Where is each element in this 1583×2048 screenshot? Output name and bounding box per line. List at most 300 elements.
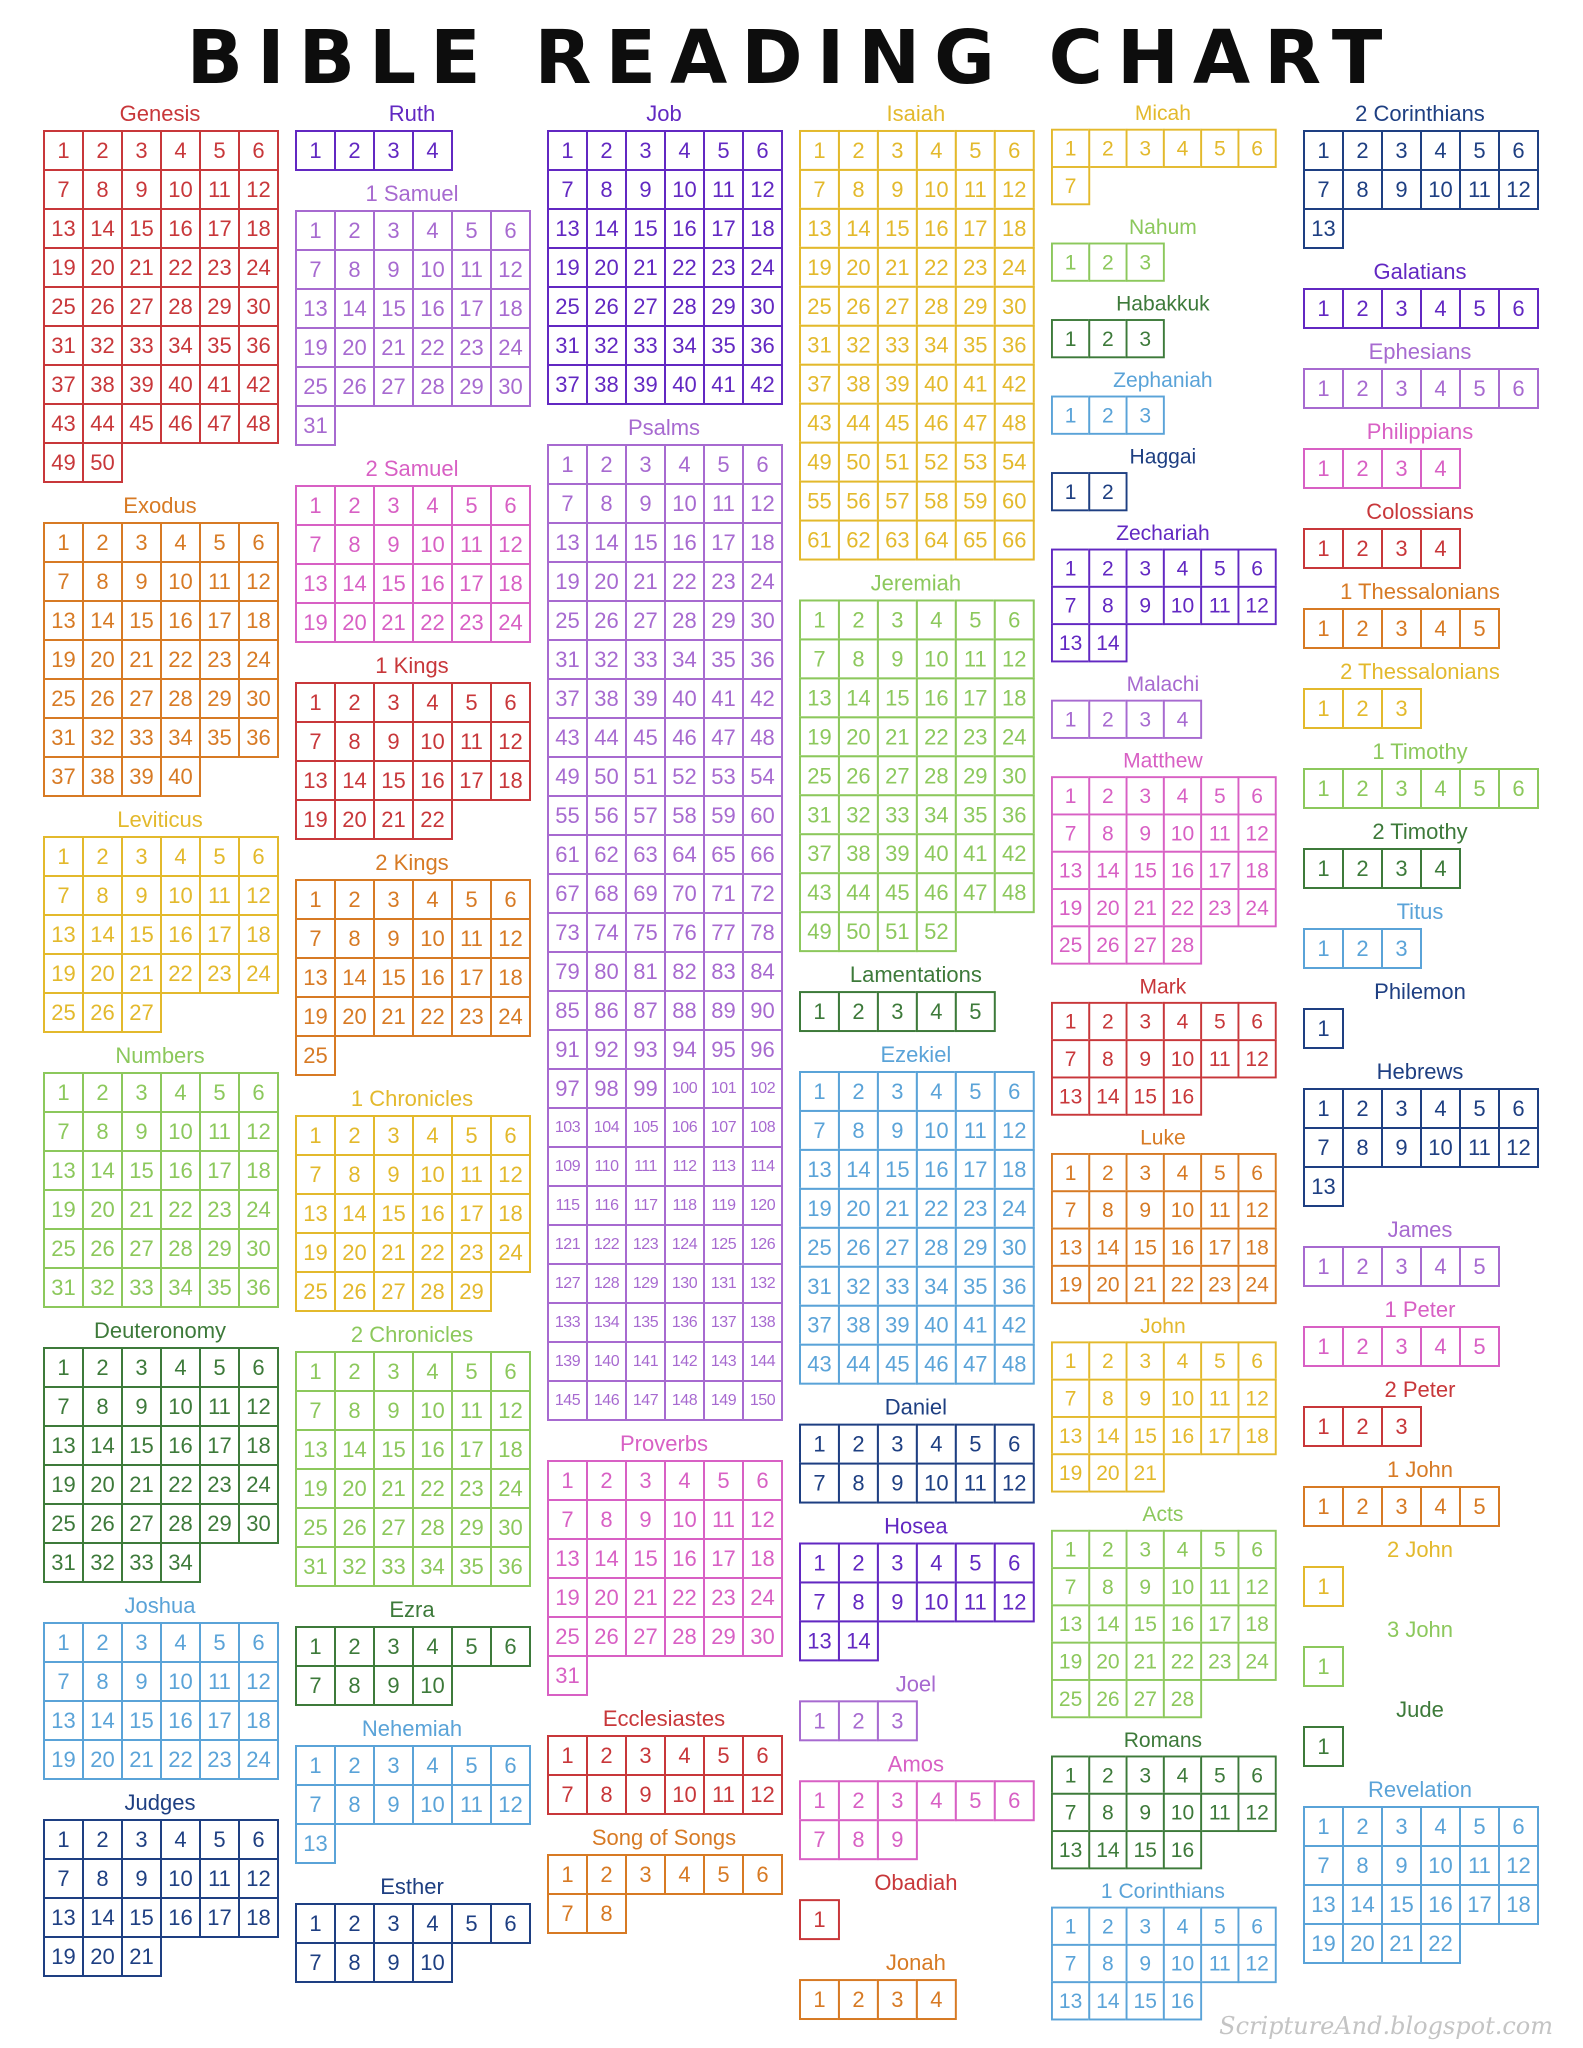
chapter-checkbox[interactable]: 28 xyxy=(664,600,705,641)
chapter-checkbox[interactable]: 48 xyxy=(742,717,783,758)
chapter-checkbox[interactable]: 30 xyxy=(238,286,279,327)
chapter-checkbox[interactable]: 17 xyxy=(199,1150,240,1191)
chapter-checkbox[interactable]: 24 xyxy=(238,1464,279,1505)
chapter-checkbox[interactable]: 5 xyxy=(451,682,492,723)
chapter-checkbox[interactable]: 9 xyxy=(121,1111,162,1152)
chapter-checkbox[interactable]: 11 xyxy=(955,1110,996,1151)
chapter-checkbox[interactable]: 28 xyxy=(412,1271,453,1312)
chapter-checkbox[interactable]: 29 xyxy=(955,1227,996,1268)
chapter-checkbox[interactable]: 60 xyxy=(994,481,1035,522)
chapter-checkbox[interactable]: 32 xyxy=(82,1267,123,1308)
chapter-checkbox[interactable]: 3 xyxy=(1126,129,1165,168)
chapter-checkbox[interactable]: 11 xyxy=(1200,813,1239,852)
chapter-checkbox[interactable]: 7 xyxy=(1051,1190,1090,1229)
chapter-checkbox[interactable]: 3 xyxy=(625,130,666,171)
chapter-checkbox[interactable]: 18 xyxy=(742,1538,783,1579)
chapter-checkbox[interactable]: 3 xyxy=(1126,776,1165,815)
chapter-checkbox[interactable]: 18 xyxy=(1237,1228,1276,1267)
chapter-checkbox[interactable]: 8 xyxy=(1088,586,1127,625)
chapter-checkbox[interactable]: 1 xyxy=(1051,129,1090,168)
chapter-checkbox[interactable]: 2 xyxy=(838,1700,879,1741)
chapter-checkbox[interactable]: 4 xyxy=(1420,1088,1461,1129)
chapter-checkbox[interactable]: 10 xyxy=(664,1774,705,1815)
chapter-checkbox[interactable]: 14 xyxy=(586,1538,627,1579)
chapter-checkbox[interactable]: 10 xyxy=(664,169,705,210)
chapter-checkbox[interactable]: 9 xyxy=(877,1581,918,1622)
chapter-checkbox[interactable]: 16 xyxy=(160,914,201,955)
chapter-checkbox[interactable]: 10 xyxy=(916,169,957,210)
chapter-checkbox[interactable]: 7 xyxy=(295,1665,336,1706)
chapter-checkbox[interactable]: 1 xyxy=(1303,130,1344,171)
chapter-checkbox[interactable]: 12 xyxy=(1237,1379,1276,1418)
chapter-checkbox[interactable]: 47 xyxy=(199,403,240,444)
chapter-checkbox[interactable]: 19 xyxy=(1051,1265,1090,1304)
chapter-checkbox[interactable]: 20 xyxy=(82,1936,123,1977)
chapter-checkbox[interactable]: 1 xyxy=(799,1700,840,1741)
chapter-checkbox[interactable]: 12 xyxy=(490,721,531,762)
chapter-checkbox[interactable]: 5 xyxy=(199,522,240,563)
chapter-checkbox[interactable]: 16 xyxy=(664,1538,705,1579)
chapter-checkbox[interactable]: 12 xyxy=(238,875,279,916)
chapter-checkbox[interactable]: 3 xyxy=(373,1351,414,1392)
chapter-checkbox[interactable]: 47 xyxy=(955,403,996,444)
chapter-checkbox[interactable]: 26 xyxy=(586,1616,627,1657)
chapter-checkbox[interactable]: 20 xyxy=(1088,1453,1127,1492)
chapter-checkbox[interactable]: 17 xyxy=(199,1700,240,1741)
chapter-checkbox[interactable]: 19 xyxy=(43,1739,84,1780)
chapter-checkbox[interactable]: 35 xyxy=(451,1546,492,1587)
chapter-checkbox[interactable]: 49 xyxy=(547,756,588,797)
chapter-checkbox[interactable]: 17 xyxy=(1459,1884,1500,1925)
chapter-checkbox[interactable]: 3 xyxy=(121,1819,162,1860)
chapter-checkbox[interactable]: 19 xyxy=(1303,1923,1344,1964)
chapter-checkbox[interactable]: 7 xyxy=(799,1581,840,1622)
chapter-checkbox[interactable]: 5 xyxy=(1459,1806,1500,1847)
chapter-checkbox[interactable]: 8 xyxy=(1342,1127,1383,1168)
chapter-checkbox[interactable]: 14 xyxy=(1088,851,1127,890)
chapter-checkbox[interactable]: 6 xyxy=(1237,1756,1276,1795)
chapter-checkbox[interactable]: 32 xyxy=(586,639,627,680)
chapter-checkbox[interactable]: 12 xyxy=(238,1386,279,1427)
chapter-checkbox[interactable]: 16 xyxy=(412,288,453,329)
chapter-checkbox[interactable]: 7 xyxy=(43,1111,84,1152)
chapter-checkbox[interactable]: 14 xyxy=(1088,1416,1127,1455)
chapter-checkbox[interactable]: 18 xyxy=(1237,851,1276,890)
chapter-checkbox[interactable]: 24 xyxy=(994,716,1035,757)
chapter-checkbox[interactable]: 1 xyxy=(43,1072,84,1113)
chapter-checkbox[interactable]: 1 xyxy=(799,1899,840,1940)
chapter-checkbox[interactable]: 147 xyxy=(625,1380,666,1421)
chapter-checkbox[interactable]: 37 xyxy=(547,678,588,719)
chapter-checkbox[interactable]: 107 xyxy=(703,1107,744,1148)
chapter-checkbox[interactable]: 13 xyxy=(43,208,84,249)
chapter-checkbox[interactable]: 1 xyxy=(1303,368,1344,409)
chapter-checkbox[interactable]: 10 xyxy=(160,561,201,602)
chapter-checkbox[interactable]: 33 xyxy=(121,717,162,758)
chapter-checkbox[interactable]: 19 xyxy=(43,1189,84,1230)
chapter-checkbox[interactable]: 3 xyxy=(1381,1326,1422,1367)
chapter-checkbox[interactable]: 18 xyxy=(238,1700,279,1741)
chapter-checkbox[interactable]: 4 xyxy=(1420,608,1461,649)
chapter-checkbox[interactable]: 11 xyxy=(451,721,492,762)
chapter-checkbox[interactable]: 67 xyxy=(547,873,588,914)
chapter-checkbox[interactable]: 4 xyxy=(664,130,705,171)
chapter-checkbox[interactable]: 11 xyxy=(1200,1379,1239,1418)
chapter-checkbox[interactable]: 15 xyxy=(121,1150,162,1191)
chapter-checkbox[interactable]: 29 xyxy=(199,1503,240,1544)
chapter-checkbox[interactable]: 26 xyxy=(334,1507,375,1548)
chapter-checkbox[interactable]: 41 xyxy=(955,833,996,874)
chapter-checkbox[interactable]: 6 xyxy=(1498,768,1539,809)
chapter-checkbox[interactable]: 4 xyxy=(1420,848,1461,889)
chapter-checkbox[interactable]: 3 xyxy=(1126,243,1165,282)
chapter-checkbox[interactable]: 13 xyxy=(1051,1604,1090,1643)
chapter-checkbox[interactable]: 48 xyxy=(994,872,1035,913)
chapter-checkbox[interactable]: 45 xyxy=(625,717,666,758)
chapter-checkbox[interactable]: 22 xyxy=(412,327,453,368)
chapter-checkbox[interactable]: 2 xyxy=(334,210,375,251)
chapter-checkbox[interactable]: 19 xyxy=(43,953,84,994)
chapter-checkbox[interactable]: 6 xyxy=(994,130,1035,171)
chapter-checkbox[interactable]: 3 xyxy=(1126,1530,1165,1569)
chapter-checkbox[interactable]: 5 xyxy=(451,1626,492,1667)
chapter-checkbox[interactable]: 19 xyxy=(43,247,84,288)
chapter-checkbox[interactable]: 1 xyxy=(1051,319,1090,358)
chapter-checkbox[interactable]: 9 xyxy=(373,721,414,762)
chapter-checkbox[interactable]: 8 xyxy=(838,638,879,679)
chapter-checkbox[interactable]: 18 xyxy=(742,208,783,249)
chapter-checkbox[interactable]: 1 xyxy=(1303,1806,1344,1847)
chapter-checkbox[interactable]: 43 xyxy=(43,403,84,444)
chapter-checkbox[interactable]: 3 xyxy=(373,130,414,171)
chapter-checkbox[interactable]: 86 xyxy=(586,990,627,1031)
chapter-checkbox[interactable]: 22 xyxy=(412,1468,453,1509)
chapter-checkbox[interactable]: 58 xyxy=(916,481,957,522)
chapter-checkbox[interactable]: 1 xyxy=(295,1351,336,1392)
chapter-checkbox[interactable]: 27 xyxy=(877,1227,918,1268)
chapter-checkbox[interactable]: 16 xyxy=(916,677,957,718)
chapter-checkbox[interactable]: 17 xyxy=(199,600,240,641)
chapter-checkbox[interactable]: 10 xyxy=(160,1386,201,1427)
chapter-checkbox[interactable]: 17 xyxy=(451,1429,492,1470)
chapter-checkbox[interactable]: 57 xyxy=(625,795,666,836)
chapter-checkbox[interactable]: 3 xyxy=(1126,396,1165,435)
chapter-checkbox[interactable]: 6 xyxy=(1237,1153,1276,1192)
chapter-checkbox[interactable]: 1 xyxy=(547,1460,588,1501)
chapter-checkbox[interactable]: 11 xyxy=(703,1774,744,1815)
chapter-checkbox[interactable]: 2 xyxy=(334,682,375,723)
chapter-checkbox[interactable]: 18 xyxy=(238,1425,279,1466)
chapter-checkbox[interactable]: 10 xyxy=(916,1110,957,1151)
chapter-checkbox[interactable]: 18 xyxy=(490,1429,531,1470)
chapter-checkbox[interactable]: 2 xyxy=(1342,688,1383,729)
chapter-checkbox[interactable]: 14 xyxy=(838,1149,879,1190)
chapter-checkbox[interactable]: 2 xyxy=(1342,288,1383,329)
chapter-checkbox[interactable]: 14 xyxy=(1088,1076,1127,1115)
chapter-checkbox[interactable]: 24 xyxy=(742,561,783,602)
chapter-checkbox[interactable]: 17 xyxy=(703,1538,744,1579)
chapter-checkbox[interactable]: 27 xyxy=(121,1503,162,1544)
chapter-checkbox[interactable]: 32 xyxy=(586,325,627,366)
chapter-checkbox[interactable]: 5 xyxy=(955,1780,996,1821)
chapter-checkbox[interactable]: 30 xyxy=(742,286,783,327)
chapter-checkbox[interactable]: 12 xyxy=(742,169,783,210)
chapter-checkbox[interactable]: 21 xyxy=(121,639,162,680)
chapter-checkbox[interactable]: 10 xyxy=(1163,1567,1202,1606)
chapter-checkbox[interactable]: 1 xyxy=(1051,1530,1090,1569)
chapter-checkbox[interactable]: 9 xyxy=(373,1390,414,1431)
chapter-checkbox[interactable]: 3 xyxy=(877,599,918,640)
chapter-checkbox[interactable]: 16 xyxy=(1163,1416,1202,1455)
chapter-checkbox[interactable]: 10 xyxy=(412,1942,453,1983)
chapter-checkbox[interactable]: 31 xyxy=(43,717,84,758)
chapter-checkbox[interactable]: 18 xyxy=(994,1149,1035,1190)
chapter-checkbox[interactable]: 6 xyxy=(238,1072,279,1113)
chapter-checkbox[interactable]: 11 xyxy=(1200,1944,1239,1983)
chapter-checkbox[interactable]: 4 xyxy=(412,1745,453,1786)
chapter-checkbox[interactable]: 6 xyxy=(1498,288,1539,329)
chapter-checkbox[interactable]: 14 xyxy=(334,563,375,604)
chapter-checkbox[interactable]: 1 xyxy=(799,991,840,1032)
chapter-checkbox[interactable]: 1 xyxy=(1051,396,1090,435)
chapter-checkbox[interactable]: 4 xyxy=(1420,1326,1461,1367)
chapter-checkbox[interactable]: 52 xyxy=(664,756,705,797)
chapter-checkbox[interactable]: 4 xyxy=(664,1460,705,1501)
chapter-checkbox[interactable]: 32 xyxy=(82,325,123,366)
chapter-checkbox[interactable]: 2 xyxy=(1088,1002,1127,1041)
chapter-checkbox[interactable]: 12 xyxy=(490,918,531,959)
chapter-checkbox[interactable]: 3 xyxy=(1381,1088,1422,1129)
chapter-checkbox[interactable]: 4 xyxy=(412,1903,453,1944)
chapter-checkbox[interactable]: 1 xyxy=(799,1780,840,1821)
chapter-checkbox[interactable]: 8 xyxy=(82,1111,123,1152)
chapter-checkbox[interactable]: 136 xyxy=(664,1302,705,1343)
chapter-checkbox[interactable]: 21 xyxy=(625,247,666,288)
chapter-checkbox[interactable]: 2 xyxy=(82,1622,123,1663)
chapter-checkbox[interactable]: 1 xyxy=(295,879,336,920)
chapter-checkbox[interactable]: 50 xyxy=(82,442,123,483)
chapter-checkbox[interactable]: 6 xyxy=(1237,1002,1276,1041)
chapter-checkbox[interactable]: 21 xyxy=(1126,1265,1165,1304)
chapter-checkbox[interactable]: 1 xyxy=(295,1115,336,1156)
chapter-checkbox[interactable]: 8 xyxy=(82,561,123,602)
chapter-checkbox[interactable]: 4 xyxy=(160,1819,201,1860)
chapter-checkbox[interactable]: 26 xyxy=(334,366,375,407)
chapter-checkbox[interactable]: 8 xyxy=(1088,1379,1127,1418)
chapter-checkbox[interactable]: 18 xyxy=(238,208,279,249)
chapter-checkbox[interactable]: 4 xyxy=(160,1347,201,1388)
chapter-checkbox[interactable]: 63 xyxy=(625,834,666,875)
chapter-checkbox[interactable]: 5 xyxy=(451,210,492,251)
chapter-checkbox[interactable]: 62 xyxy=(586,834,627,875)
chapter-checkbox[interactable]: 35 xyxy=(703,325,744,366)
chapter-checkbox[interactable]: 9 xyxy=(1381,1845,1422,1886)
chapter-checkbox[interactable]: 19 xyxy=(799,247,840,288)
chapter-checkbox[interactable]: 22 xyxy=(916,716,957,757)
chapter-checkbox[interactable]: 37 xyxy=(547,364,588,405)
chapter-checkbox[interactable]: 50 xyxy=(586,756,627,797)
chapter-checkbox[interactable]: 5 xyxy=(955,130,996,171)
chapter-checkbox[interactable]: 1 xyxy=(1303,928,1344,969)
chapter-checkbox[interactable]: 1 xyxy=(1303,688,1344,729)
chapter-checkbox[interactable]: 10 xyxy=(664,483,705,524)
chapter-checkbox[interactable]: 19 xyxy=(1051,1453,1090,1492)
chapter-checkbox[interactable]: 127 xyxy=(547,1263,588,1304)
chapter-checkbox[interactable]: 41 xyxy=(955,364,996,405)
chapter-checkbox[interactable]: 120 xyxy=(742,1185,783,1226)
chapter-checkbox[interactable]: 36 xyxy=(742,639,783,680)
chapter-checkbox[interactable]: 5 xyxy=(1200,1002,1239,1041)
chapter-checkbox[interactable]: 11 xyxy=(451,249,492,290)
chapter-checkbox[interactable]: 31 xyxy=(799,1266,840,1307)
chapter-checkbox[interactable]: 6 xyxy=(1237,1530,1276,1569)
chapter-checkbox[interactable]: 4 xyxy=(412,130,453,171)
chapter-checkbox[interactable]: 19 xyxy=(799,716,840,757)
chapter-checkbox[interactable]: 2 xyxy=(82,130,123,171)
chapter-checkbox[interactable]: 39 xyxy=(877,364,918,405)
chapter-checkbox[interactable]: 25 xyxy=(1051,925,1090,964)
chapter-checkbox[interactable]: 24 xyxy=(742,1577,783,1618)
chapter-checkbox[interactable]: 46 xyxy=(664,717,705,758)
chapter-checkbox[interactable]: 3 xyxy=(1126,1341,1165,1380)
chapter-checkbox[interactable]: 1 xyxy=(1303,608,1344,649)
chapter-checkbox[interactable]: 41 xyxy=(199,364,240,405)
chapter-checkbox[interactable]: 7 xyxy=(1303,1127,1344,1168)
chapter-checkbox[interactable]: 2 xyxy=(586,1735,627,1776)
chapter-checkbox[interactable]: 10 xyxy=(916,1463,957,1504)
chapter-checkbox[interactable]: 32 xyxy=(82,1542,123,1583)
chapter-checkbox[interactable]: 8 xyxy=(82,169,123,210)
chapter-checkbox[interactable]: 87 xyxy=(625,990,666,1031)
chapter-checkbox[interactable]: 16 xyxy=(412,957,453,998)
chapter-checkbox[interactable]: 8 xyxy=(1088,813,1127,852)
chapter-checkbox[interactable]: 8 xyxy=(1088,1039,1127,1078)
chapter-checkbox[interactable]: 12 xyxy=(1237,1190,1276,1229)
chapter-checkbox[interactable]: 19 xyxy=(295,327,336,368)
chapter-checkbox[interactable]: 64 xyxy=(916,520,957,561)
chapter-checkbox[interactable]: 143 xyxy=(703,1341,744,1382)
chapter-checkbox[interactable]: 3 xyxy=(1381,608,1422,649)
chapter-checkbox[interactable]: 22 xyxy=(1420,1923,1461,1964)
chapter-checkbox[interactable]: 38 xyxy=(586,364,627,405)
chapter-checkbox[interactable]: 38 xyxy=(82,364,123,405)
chapter-checkbox[interactable]: 7 xyxy=(799,638,840,679)
chapter-checkbox[interactable]: 13 xyxy=(43,1150,84,1191)
chapter-checkbox[interactable]: 9 xyxy=(877,169,918,210)
chapter-checkbox[interactable]: 1 xyxy=(43,1347,84,1388)
chapter-checkbox[interactable]: 24 xyxy=(994,1188,1035,1229)
chapter-checkbox[interactable]: 4 xyxy=(1163,1341,1202,1380)
chapter-checkbox[interactable]: 25 xyxy=(799,286,840,327)
chapter-checkbox[interactable]: 104 xyxy=(586,1107,627,1148)
chapter-checkbox[interactable]: 4 xyxy=(1420,1486,1461,1527)
chapter-checkbox[interactable]: 8 xyxy=(334,249,375,290)
chapter-checkbox[interactable]: 11 xyxy=(955,169,996,210)
chapter-checkbox[interactable]: 2 xyxy=(838,1543,879,1584)
chapter-checkbox[interactable]: 113 xyxy=(703,1146,744,1187)
chapter-checkbox[interactable]: 6 xyxy=(490,1626,531,1667)
chapter-checkbox[interactable]: 6 xyxy=(742,1460,783,1501)
chapter-checkbox[interactable]: 15 xyxy=(373,1193,414,1234)
chapter-checkbox[interactable]: 9 xyxy=(373,524,414,565)
chapter-checkbox[interactable]: 17 xyxy=(703,522,744,563)
chapter-checkbox[interactable]: 1 xyxy=(1051,1907,1090,1946)
chapter-checkbox[interactable]: 27 xyxy=(1126,1679,1165,1718)
chapter-checkbox[interactable]: 63 xyxy=(877,520,918,561)
chapter-checkbox[interactable]: 138 xyxy=(742,1302,783,1343)
chapter-checkbox[interactable]: 16 xyxy=(916,208,957,249)
chapter-checkbox[interactable]: 17 xyxy=(199,1425,240,1466)
chapter-checkbox[interactable]: 23 xyxy=(199,639,240,680)
chapter-checkbox[interactable]: 12 xyxy=(742,1499,783,1540)
chapter-checkbox[interactable]: 6 xyxy=(994,1780,1035,1821)
chapter-checkbox[interactable]: 3 xyxy=(1381,130,1422,171)
chapter-checkbox[interactable]: 31 xyxy=(547,1655,588,1696)
chapter-checkbox[interactable]: 88 xyxy=(664,990,705,1031)
chapter-checkbox[interactable]: 51 xyxy=(625,756,666,797)
chapter-checkbox[interactable]: 2 xyxy=(334,1903,375,1944)
chapter-checkbox[interactable]: 8 xyxy=(334,918,375,959)
chapter-checkbox[interactable]: 20 xyxy=(334,327,375,368)
chapter-checkbox[interactable]: 15 xyxy=(373,1429,414,1470)
chapter-checkbox[interactable]: 1 xyxy=(43,1622,84,1663)
chapter-checkbox[interactable]: 2 xyxy=(1342,448,1383,489)
chapter-checkbox[interactable]: 6 xyxy=(994,1424,1035,1465)
chapter-checkbox[interactable]: 21 xyxy=(121,1739,162,1780)
chapter-checkbox[interactable]: 5 xyxy=(199,1622,240,1663)
chapter-checkbox[interactable]: 6 xyxy=(742,130,783,171)
chapter-checkbox[interactable]: 1 xyxy=(799,1424,840,1465)
chapter-checkbox[interactable]: 20 xyxy=(1342,1923,1383,1964)
chapter-checkbox[interactable]: 35 xyxy=(199,325,240,366)
chapter-checkbox[interactable]: 75 xyxy=(625,912,666,953)
chapter-checkbox[interactable]: 3 xyxy=(373,210,414,251)
chapter-checkbox[interactable]: 34 xyxy=(916,325,957,366)
chapter-checkbox[interactable]: 13 xyxy=(1051,623,1090,662)
chapter-checkbox[interactable]: 7 xyxy=(799,169,840,210)
chapter-checkbox[interactable]: 13 xyxy=(295,760,336,801)
chapter-checkbox[interactable]: 14 xyxy=(82,1897,123,1938)
chapter-checkbox[interactable]: 26 xyxy=(82,992,123,1033)
chapter-checkbox[interactable]: 3 xyxy=(121,130,162,171)
chapter-checkbox[interactable]: 7 xyxy=(1051,1944,1090,1983)
chapter-checkbox[interactable]: 1 xyxy=(295,130,336,171)
chapter-checkbox[interactable]: 4 xyxy=(412,879,453,920)
chapter-checkbox[interactable]: 23 xyxy=(199,1189,240,1230)
chapter-checkbox[interactable]: 7 xyxy=(43,1386,84,1427)
chapter-checkbox[interactable]: 7 xyxy=(43,561,84,602)
chapter-checkbox[interactable]: 55 xyxy=(547,795,588,836)
chapter-checkbox[interactable]: 28 xyxy=(160,1228,201,1269)
chapter-checkbox[interactable]: 1 xyxy=(1303,1726,1344,1767)
chapter-checkbox[interactable]: 22 xyxy=(160,1739,201,1780)
chapter-checkbox[interactable]: 13 xyxy=(799,677,840,718)
chapter-checkbox[interactable]: 15 xyxy=(877,677,918,718)
chapter-checkbox[interactable]: 30 xyxy=(490,1507,531,1548)
chapter-checkbox[interactable]: 15 xyxy=(373,563,414,604)
chapter-checkbox[interactable]: 2 xyxy=(334,130,375,171)
chapter-checkbox[interactable]: 33 xyxy=(625,639,666,680)
chapter-checkbox[interactable]: 8 xyxy=(1088,1567,1127,1606)
chapter-checkbox[interactable]: 35 xyxy=(199,717,240,758)
chapter-checkbox[interactable]: 46 xyxy=(916,872,957,913)
chapter-checkbox[interactable]: 54 xyxy=(994,442,1035,483)
chapter-checkbox[interactable]: 93 xyxy=(625,1029,666,1070)
chapter-checkbox[interactable]: 17 xyxy=(199,914,240,955)
chapter-checkbox[interactable]: 5 xyxy=(1200,1153,1239,1192)
chapter-checkbox[interactable]: 84 xyxy=(742,951,783,992)
chapter-checkbox[interactable]: 7 xyxy=(1051,1793,1090,1832)
